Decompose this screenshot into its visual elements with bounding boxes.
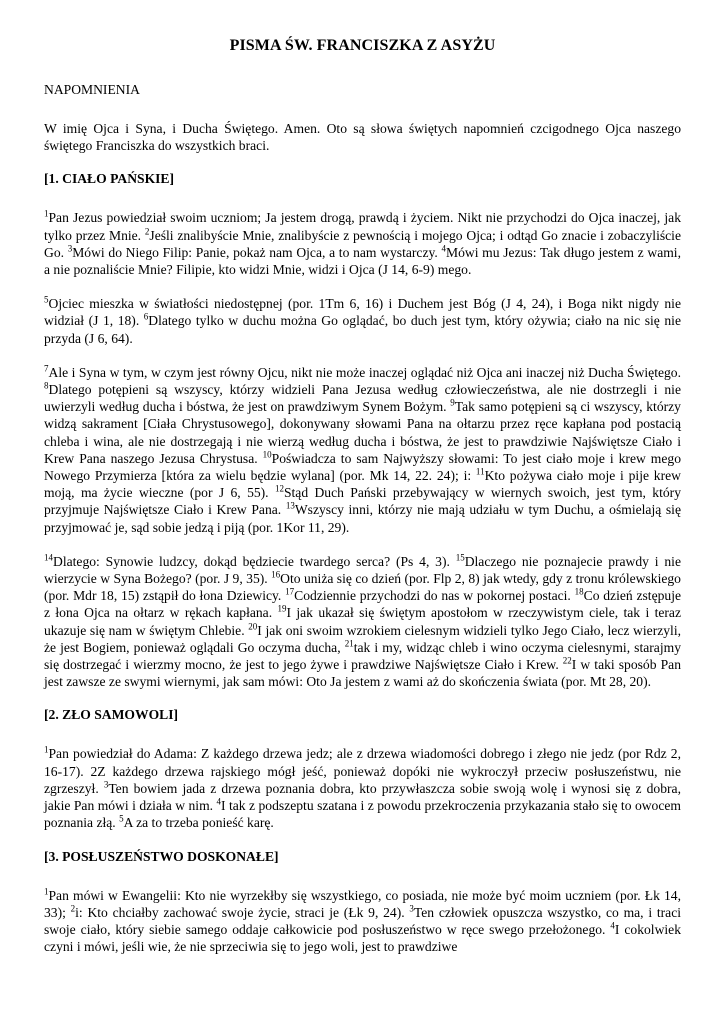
verse-text: Ojciec mieszka w światłości niedostępnej (por. 1Tm 6, 16) i Duchem jest Bóg (J 4, 24), i Boga nikt nigdy nie widział (J 1, 18). [44,296,681,329]
verse-number: 2 [144,226,150,237]
section-paragraph [44,887,681,956]
intro-paragraph: W imię Ojca i Syna, i Ducha Świętego. Amen. Oto są słowa świętych napomnień czcigodnego Ojca naszego świętego Franciszka do wszystkich braci. [44,121,681,154]
verse-text: Wszyscy inni, którzy nie mają udziału w tym Duchu, a ośmielają się przyjmować je, sąd sobie jedzą i piją (por. 1Kor 11, 29). [44,502,681,535]
section-paragraph [44,364,681,536]
verse-number: 5 [119,813,124,824]
sections-container [44,171,681,955]
verse-text: Poświadcza to sam Najwyższy słowami: To jest ciało moje i krew mego Nowego Przymierza [która za wielu będzie wylana] (por. Mk 14, 22. 24); i: [44,450,681,484]
section-heading: [1. CIAŁO PAŃSKIE] [44,171,175,187]
verse-number: 4 [441,243,446,254]
verse-text: Tak samo potępieni są ci wszyscy, którzy widzą sakrament [Ciała Chrystusowego], dokonywany słowami Pana na ołtarzu przez ręce kapłana pod postacią chleba i wina, ale nie dostrzegają i nie wierzą według ducha i bóstwa, że jest to prawdziwie Najświętsze Ciało i Krew Pana naszego Jezusa Chrystusa. [44,399,681,466]
verse-text: I w taki sposób Pan jest zawsze ze swymi wiernymi, jak sam mówi: Oto Ja jestem z wami aż do skończenia świata (por. Mt 28, 20). [44,657,681,690]
verse-text: Oto uniża się co dzień (por. Flp 2, 8) jak wtedy, gdy z tronu królewskiego (por. Mdr 18, 15) zstąpił do łona Dziewicy. [44,571,681,604]
verse-text: I tak z podszeptu szatana i z powodu przekroczenia przykazania stało się to owocem poznania złą. [44,798,681,831]
section-paragraph [44,553,681,691]
section-heading: [3. POSŁUSZEŃSTWO DOSKONAŁE] [44,848,279,864]
verse-text: tak i my, widząc chleb i wino oczyma cielesnymi, starajmy się dostrzegać i wierzmy mocno, że jest to jego żywe i prawdziwe Najświętsze Ciało i Krew. [44,639,681,673]
verse-number: 3 [103,779,109,790]
verse-number: 2 [70,903,76,914]
document-title: PISMA ŚW. FRANCISZKA Z ASYŻU [229,37,496,54]
verse-text: A za to trzeba ponieść karę. [123,815,274,831]
verse-text: I jak oni swoim wzrokiem cielesnym widzieli tylko Jego Ciało, lecz wierzyli, że jest Bogiem, ponieważ oglądali Go oczyma ducha, [44,622,681,655]
verse-number: 10 [262,449,272,460]
verse-number: 17 [285,586,295,597]
verse-number: 13 [285,500,295,511]
verse-number: 1 [44,208,49,219]
section-heading: [2. ZŁO SAMOWOLI] [44,707,179,723]
verse-number: 6 [143,311,149,322]
verse-number: 22 [562,655,572,666]
verse-text: Jeśli znalibyście Mnie, znalibyście z pewnością i mojego Ojca; i odtąd Go znacie i zobaczyliście Go. [44,227,681,260]
verse-text: Kto pożywa ciało moje i pije krew moją, ma życie wieczne (por J 6, 55). [44,468,681,501]
verse-number: 5 [44,294,49,305]
verse-number: 9 [450,397,455,408]
verse-number: 19 [277,603,287,614]
verse-text: Ale i Syna w tym, w czym jest równy Ojcu, nikt nie może inaczej oglądać niż Ojca ani inaczej niż Ducha Świętego. [48,364,681,380]
document-subtitle: NAPOMNIENIA [44,82,140,97]
section-paragraph [44,209,681,278]
verse-text: Dlaczego nie poznajecie prawdy i nie wierzycie w Syna Bożego? (por. J 9, 35). [44,553,681,587]
verse-text: Ten człowiek opuszcza wszystko, co ma, i traci swoje ciało, który siebie samego oddaje całkowicie pod posłuszeństwo w ręce swego przełożonego. [44,904,682,937]
section-paragraph [44,295,681,347]
verse-text: Pan mówi w Ewangelii: Kto nie wyrzekłby się wszystkiego, co posiada, nie może być moim uczniem (por. Łk 14, 33); [44,887,681,920]
verse-text: I cokolwiek czyni i mówi, jeśli wie, że nie sprzeciwia się to jego woli, jest to prawdziwe [44,921,681,955]
verse-text: Ten bowiem jada z drzewa poznania dobra, kto przywłaszcza sobie swoją wolę i wynosi się z dobra, jakie Pan mówi i działa w nim. [44,780,681,814]
verse-number: 21 [344,638,354,649]
verse-number: 3 [67,243,73,254]
section-paragraph [44,745,681,831]
verse-text: Pan Jezus powiedział swoim uczniom; Ja jestem drogą, prawdą i życiem. Nikt nie przychodzi do Ojca inaczej, jak tylko przez Mnie. [44,210,681,243]
verse-text: Dlatego potępieni są wszyscy, którzy widzieli Pana Jezusa według człowieczeństwa, ale nie dostrzegli i nie uwierzyli według ducha i bóstwa, że jest on prawdziwym Synem Bożym. [44,382,681,415]
verse-text: Mówi do Niego Filip: Panie, pokaż nam Ojca, a to nam wystarczy. [72,244,442,260]
verse-number: 18 [574,586,584,597]
verse-number: 4 [610,920,615,931]
verse-text: Dlatego: Synowie ludzcy, dokąd będziecie twardego serca? (Ps 4, 3). [53,553,456,569]
verse-text: Pan powiedział do Adama: Z każdego drzewa jedz; ale z drzewa wiadomości dobrego i złego nie jedz (por Rdz 2, 16-17). 2Z każdego drzewa rajskiego mógł jeść, ponieważ dopóki nie wykroczył przeciw posłuszeństwu, nie zgrzeszył. [44,746,681,796]
verse-number: 16 [271,569,281,580]
verse-number: 20 [248,621,258,632]
verse-number: 1 [44,885,49,896]
verse-number: 15 [455,552,465,563]
verse-text: Dlatego tylko w duchu można Go oglądać, bo duch jest tym, który ożywia; ciało na nic się nie przyda (J 6, 64). [44,313,681,346]
verse-number: 8 [44,380,49,391]
verse-text: Co dzień zstępuje z łona Ojca na ołtarz w rękach kapłana. [44,588,682,621]
verse-number: 12 [274,483,284,494]
verse-text: Codziennie przychodzi do nas w pokornej postaci. [294,588,575,604]
verse-text: Stąd Duch Pański przebywający w wiernych swoich, jest tym, który przyjmuje Najświętsze Ciało i Krew Pana. [44,485,681,518]
verse-number: 4 [216,796,221,807]
verse-text: I jak ukazał się świętym apostołom w rzeczywistym ciele, tak i teraz ukazuje się nam w świętym Chlebie. [44,605,681,638]
verse-number: 14 [44,552,53,563]
verse-text: Mówi mu Jezus: Tak długo jestem z wami, a nie poznaliście Mnie? Filipie, kto widzi Mnie, widzi i Ojca (J 14, 6-9) mego. [44,244,681,278]
verse-text: i: Kto chciałby zachować swoje życie, straci je (Łk 9, 24). [75,904,410,920]
verse-number: 11 [475,466,485,477]
verse-number: 3 [409,903,414,914]
verse-number: 7 [44,363,49,374]
verse-number: 1 [44,744,49,755]
